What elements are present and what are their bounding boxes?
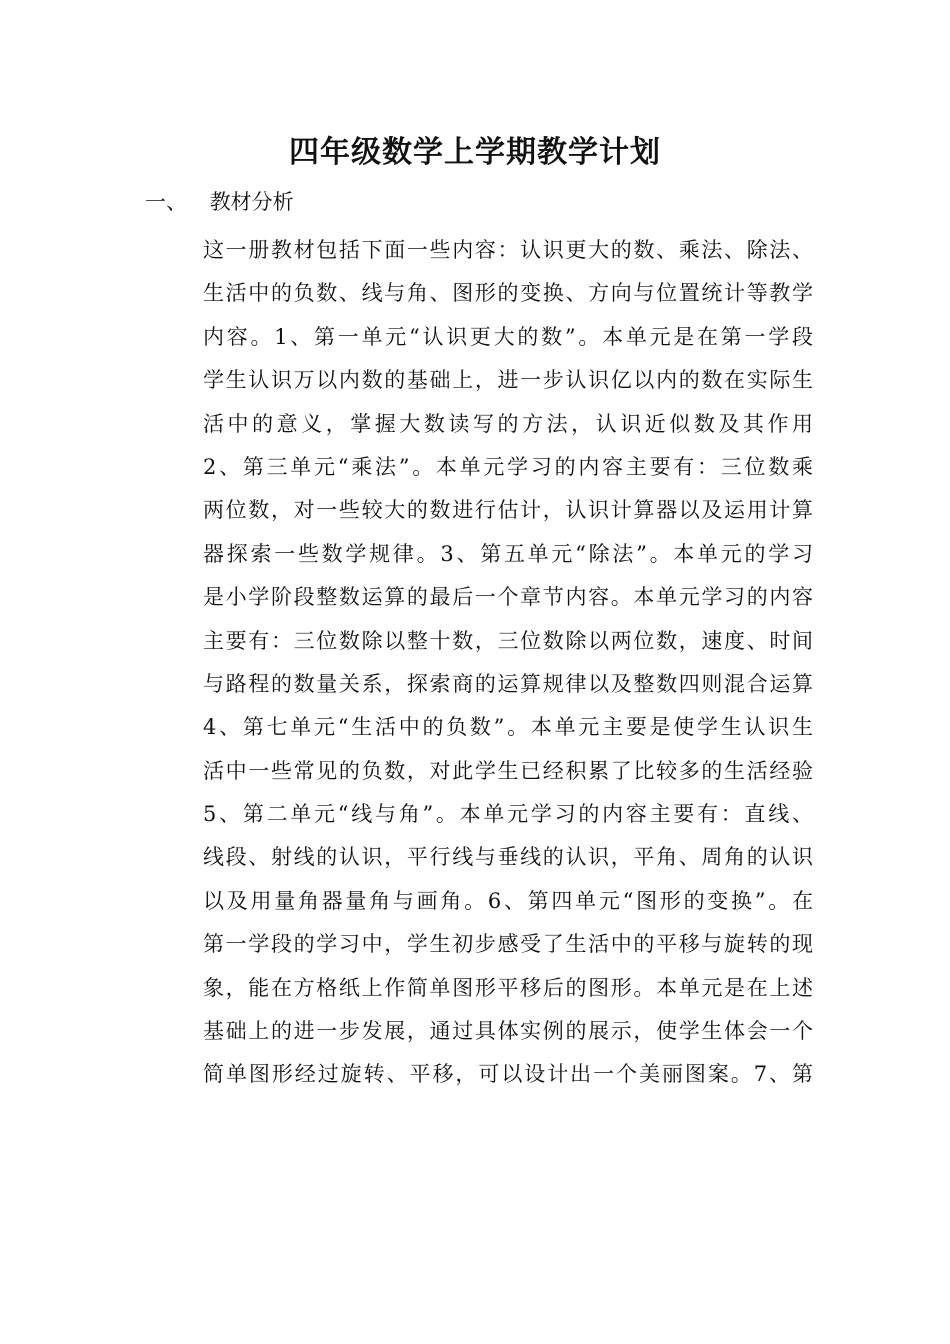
- body-line: 是小学阶段整数运算的最后一个章节内容。本单元学习的内容: [203, 585, 813, 610]
- body-line: 基础上的进一步发展，通过具体实例的展示，使学生体会一个: [203, 1019, 813, 1044]
- body-line: 2、第三单元“乘法”。本单元学习的内容主要有：三位数乘: [203, 454, 813, 479]
- body-line: 这一册教材包括下面一些内容：认识更大的数、乘法、除法、: [203, 238, 813, 262]
- body-line: 生活中的负数、线与角、图形的变换、方向与位置统计等教学: [203, 281, 813, 306]
- body-line: 与路程的数量关系，探索商的运算规律以及整数四则混合运算: [203, 671, 813, 696]
- body-line: 学生认识万以内数的基础上，进一步认识亿以内的数在实际生: [203, 368, 813, 393]
- body-line: 第一学段的学习中，学生初步感受了生活中的平移与旋转的现: [203, 932, 813, 957]
- body-line: 象，能在方格纸上作简单图形平移后的图形。本单元是在上述: [203, 975, 813, 1000]
- body-line: 主要有：三位数除以整十数，三位数除以两位数，速度、时间: [203, 628, 813, 653]
- document-title: 四年级数学上学期教学计划: [289, 135, 661, 170]
- body-line: 活中一些常见的负数，对此学生已经积累了比较多的生活经验: [203, 758, 813, 783]
- section-heading: [145, 185, 294, 219]
- body-line: 线段、射线的认识，平行线与垂线的认识，平角、周角的认识: [203, 845, 813, 870]
- body-line: 器探索一些数学规律。3、第五单元“除法”。本单元的学习: [203, 541, 813, 566]
- body-line: 内容。1、第一单元“认识更大的数”。本单元是在第一学段: [203, 324, 813, 349]
- body-line: 简单图形经过旋转、平移，可以设计出一个美丽图案。7、第: [203, 1062, 813, 1087]
- body-text: [203, 231, 813, 1099]
- body-line: 活中的意义，掌握大数读写的方法，认识近似数及其作用: [203, 411, 813, 436]
- body-line: 4、第七单元“生活中的负数”。本单元主要是使学生认识生: [203, 715, 813, 740]
- body-line: 5、第二单元“线与角”。本单元学习的内容主要有：直线、: [203, 802, 813, 827]
- body-line: 两位数，对一些较大的数进行估计，认识计算器以及运用计算: [203, 498, 813, 523]
- section-number: 一、: [145, 190, 187, 214]
- section-title: 教材分析: [209, 190, 294, 214]
- body-line: 以及用量角器量角与画角。6、第四单元“图形的变换”。在: [203, 888, 813, 913]
